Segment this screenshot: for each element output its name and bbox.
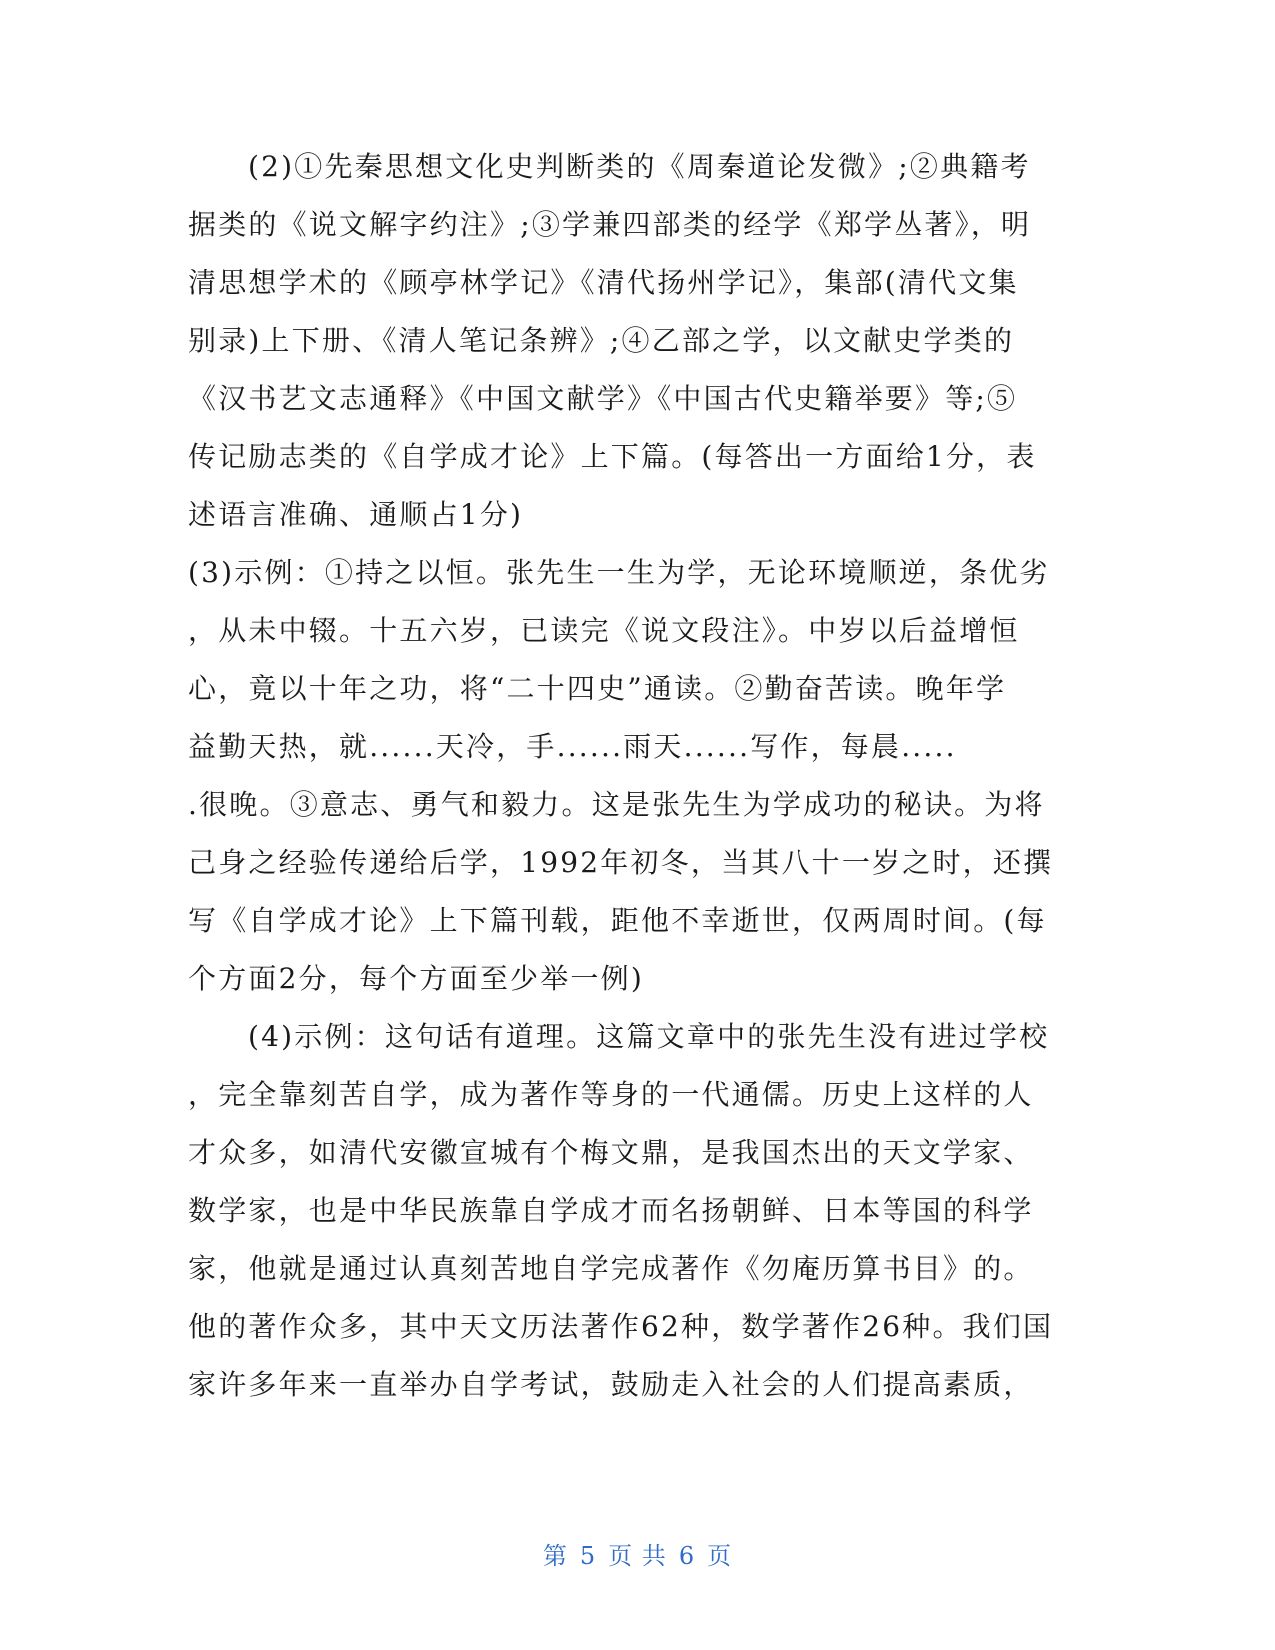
text-line: 清思想学术的《顾亭林学记》《清代扬州学记》，集部(清代文集 (188, 266, 1019, 299)
text-line: ，完全靠刻苦自学，成为著作等身的一代通儒。历史上这样的人 (188, 1078, 1034, 1111)
text-line: 益勤天热，就......天冷，手......雨天......写作，每晨..... (188, 730, 957, 763)
text-line: 才众多，如清代安徽宣城有个梅文鼎，是我国杰出的天文学家、 (188, 1136, 1034, 1169)
text-line: 心，竟以十年之功，将“二十四史”通读。②勤奋苦读。晚年学 (188, 672, 1007, 705)
footer-total-pages: 6 (678, 1542, 696, 1570)
text-line: 传记励志类的《自学成才论》上下篇。(每答出一方面给1分，表 (188, 440, 1037, 473)
text-line: 他的著作众多，其中天文历法著作62种，数学著作26种。我们国 (188, 1310, 1054, 1343)
text-line: 别录)上下册、《清人笔记条辨》;④乙部之学，以文献史学类的 (188, 324, 1015, 357)
text-line: 己身之经验传递给后学，1992年初冬，当其八十一岁之时，还撰 (188, 846, 1054, 879)
text-line: 家许多年来一直举办自学考试，鼓励走入社会的人们提高素质， (188, 1368, 1034, 1401)
text-line: 写《自学成才论》上下篇刊载，距他不幸逝世，仅两周时间。(每 (188, 904, 1047, 937)
text-line: ，从未中辍。十五六岁，已读完《说文段注》。中岁以后益增恒 (188, 614, 1020, 647)
text-line: 述语言准确、通顺占1分) (188, 498, 524, 531)
footer-suffix: 页 (707, 1542, 733, 1570)
text-line: 数学家，也是中华民族靠自学成才而名扬朝鲜、日本等国的科学 (188, 1194, 1034, 1227)
text-line: (2)①先秦思想文化史判断类的《周秦道论发微》;②典籍考 (248, 150, 1031, 183)
text-line: 《汉书艺文志通释》《中国文献学》《中国古代史籍举要》等;⑤ (188, 382, 1018, 415)
text-line: 个方面2分，每个方面至少举一例) (188, 962, 644, 995)
footer-middle: 页 共 (608, 1542, 667, 1570)
footer-current-page: 5 (579, 1542, 597, 1570)
text-line: .很晚。③意志、勇气和毅力。这是张先生为学成功的秘诀。为将 (188, 788, 1045, 821)
page-footer (0, 1536, 1275, 1571)
text-line: 家，他就是通过认真刻苦地自学完成著作《勿庵历算书目》的。 (188, 1252, 1034, 1285)
text-line: (3)示例：①持之以恒。张先生一生为学，无论环境顺逆，条优劣 (188, 556, 1050, 589)
text-line: 据类的《说文解字约注》;③学兼四部类的经学《郑学丛著》，明 (188, 208, 1032, 241)
body-text (188, 138, 1068, 1414)
text-line: (4)示例：这句话有道理。这篇文章中的张先生没有进过学校 (248, 1020, 1050, 1053)
footer-prefix: 第 (542, 1542, 568, 1570)
